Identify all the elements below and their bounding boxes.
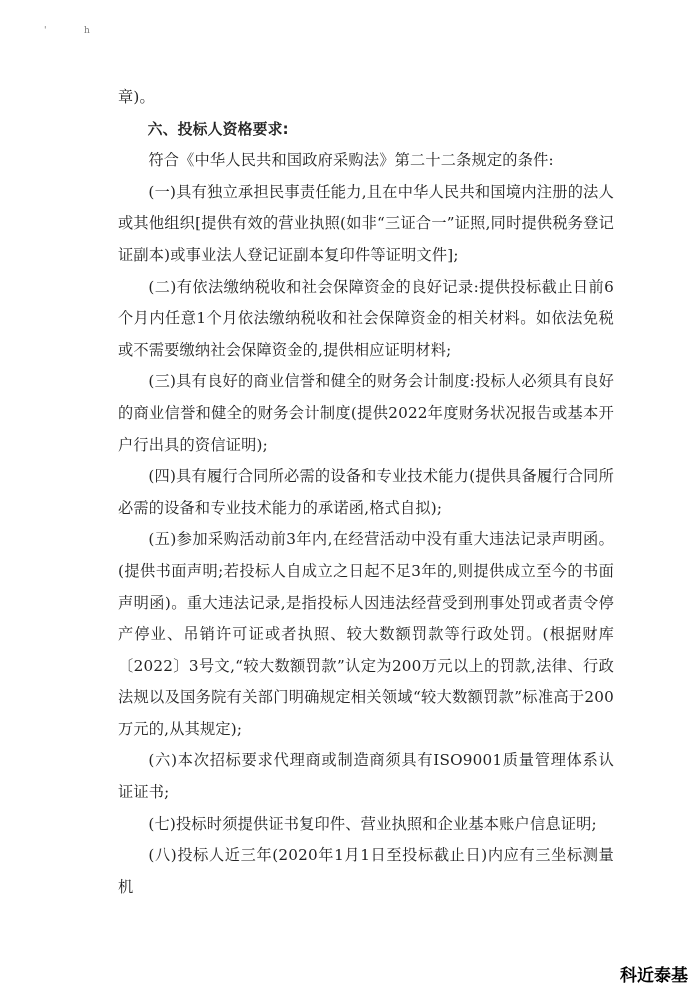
scan-mark: ' <box>44 26 47 36</box>
continuation-text: 章)。 <box>118 88 155 106</box>
intro-paragraph: 符合《中华人民共和国政府采购法》第二十二条规定的条件: <box>148 151 554 170</box>
requirement-item-4: (四)具有履行合同所必需的设备和专业技术能力(提供具备履行合同所必需的设备和专业技术能力的承诺函,格式自拟); <box>118 467 614 517</box>
scan-mark: h <box>84 26 90 36</box>
document-body <box>118 82 614 903</box>
requirement-item-1: (一)具有独立承担民事责任能力,且在中华人民共和国境内注册的法人或其他组织[提供有效的营业执照(如非“三证合一”证照,同时提供税务登记证副本)或事业法人登记证副本复印件等证明文件]; <box>118 182 614 264</box>
requirement-item-5: (五)参加采购活动前3年内,在经营活动中没有重大违法记录声明函。(提供书面声明;若投标人自成立之日起不足3年的,则提供成立至今的书面声明函)。重大违法记录,是指投标人因违法经营受到刑事处罚或者责令停产停业、吊销许可证或者执照、较大数额罚款等行政处罚。(根据财库〔2022〕3号文,“较大数额罚款”认定为200万元以上的罚款,法律、行政法规以及国务院有关部门明确规定相关领域“较大数额罚款”标准高于200万元的,从其规定); <box>118 530 614 738</box>
requirement-item-2: (二)有依法缴纳税收和社会保障资金的良好记录:提供投标截止日前6个月内任意1个月依法缴纳税收和社会保障资金的相关材料。如依法免税或不需要缴纳社会保障资金的,提供相应证明材料; <box>118 277 614 359</box>
section-heading: 六、投标人资格要求: <box>147 120 289 138</box>
requirement-item-7: (七)投标时须提供证书复印件、营业执照和企业基本账户信息证明; <box>148 814 597 833</box>
requirement-item-8: (八)投标人近三年(2020年1月1日至投标截止日)内应有三坐标测量机 <box>118 846 614 896</box>
requirement-item-3: (三)具有良好的商业信誉和健全的财务会计制度:投标人必须具有良好的商业信誉和健全的财务会计制度(提供2022年度财务状况报告或基本开户行出具的资信证明); <box>118 372 614 454</box>
requirement-item-6: (六)本次招标要求代理商或制造商须具有ISO9001质量管理体系认证证书; <box>118 751 614 802</box>
watermark-logo-text: 科近泰基 <box>618 961 690 986</box>
